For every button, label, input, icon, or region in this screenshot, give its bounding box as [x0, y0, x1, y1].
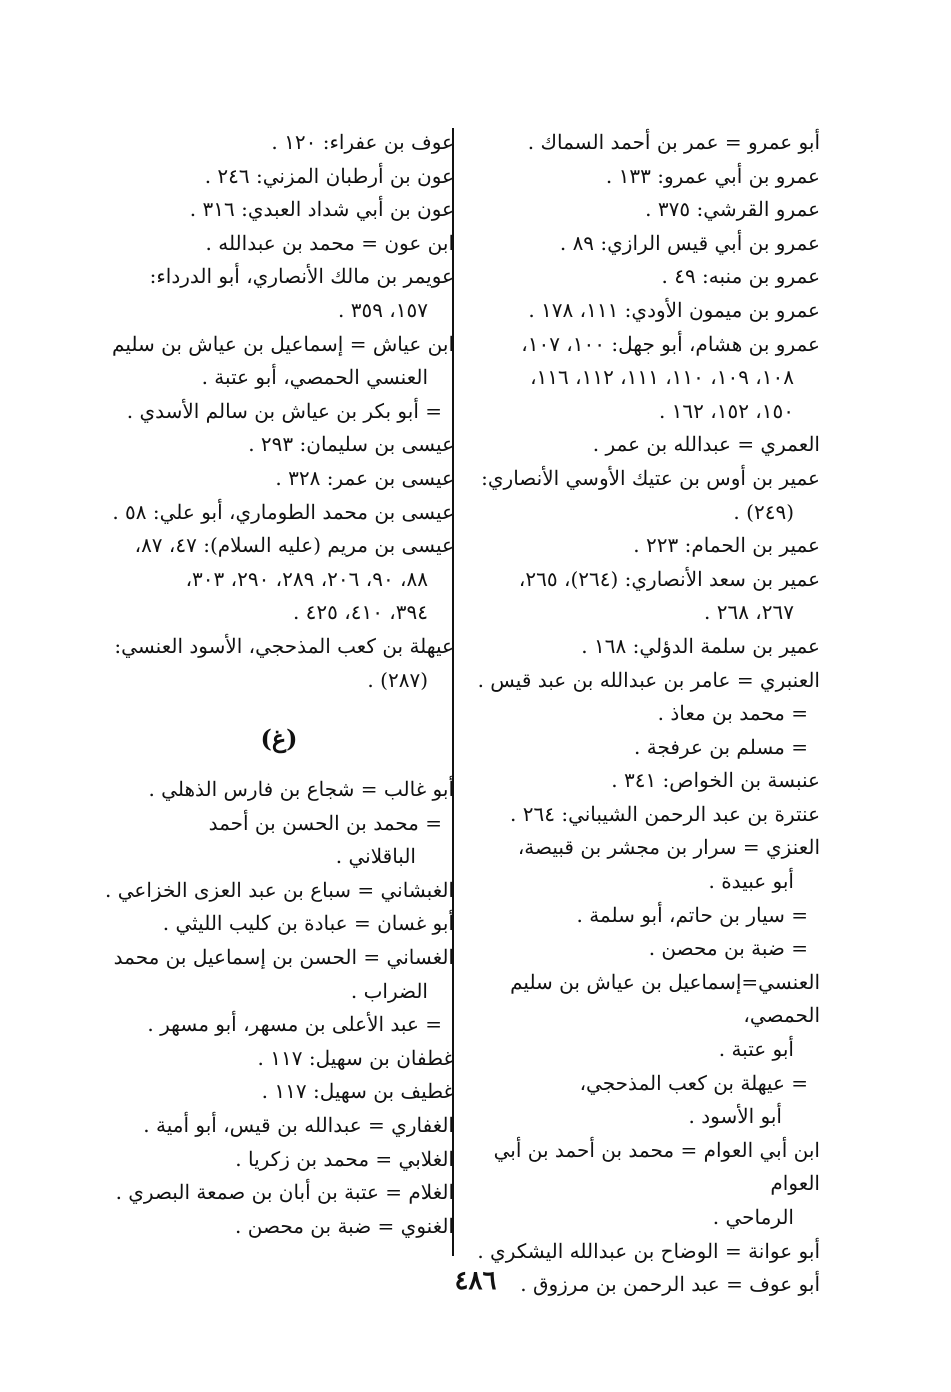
- index-entry: [466, 697, 820, 731]
- entry-text: عنبسة بن الخواص: ٣٤١ .: [611, 768, 820, 793]
- entry-continuation: الباقلاني .: [335, 844, 416, 869]
- index-entry: [84, 1143, 454, 1177]
- index-entry: [84, 1042, 454, 1076]
- index-entry: [84, 1210, 454, 1244]
- entry-continuation: أبو عبيدة .: [708, 869, 794, 894]
- page-number: ٤٨٦: [454, 1266, 497, 1296]
- entry-text: الغفاري = عبدالله بن قيس، أبو أمية .: [143, 1113, 454, 1138]
- entry-continuation: ١٥٠، ١٥٢، ١٦٢ .: [658, 398, 794, 423]
- entry-text: = أبو بكر بن عياش بن سالم الأسدي .: [126, 398, 442, 423]
- index-entry: [466, 260, 820, 294]
- entry-text: عون بن أرطبان المزني: ٢٤٦ .: [204, 163, 454, 188]
- left-column: [84, 126, 454, 1243]
- entry-text: عمرو بن أبي عمرو: ١٣٣ .: [605, 163, 820, 188]
- entry-continuation: ١٠٨، ١٠٩، ١١٠، ١١١، ١١٢، ١١٦،: [530, 365, 794, 390]
- entry-text: عمرو القرشي: ٣٧٥ .: [645, 197, 820, 222]
- entry-text: عيسى بن محمد الطوماري، أبو علي: ٥٨ .: [112, 499, 454, 524]
- index-entry: [84, 1109, 454, 1143]
- index-entry: [84, 874, 454, 908]
- index-entry: [466, 328, 820, 429]
- index-entry: [466, 630, 820, 664]
- entry-text: عمير بن سعد الأنصاري: (٢٦٤)، ٢٦٥،: [518, 566, 820, 591]
- index-entry: [466, 932, 820, 966]
- index-entry: [84, 126, 454, 160]
- entry-text: أبو عمرو = عمر بن أحمد السماك .: [527, 130, 820, 154]
- entry-continuation: ٣٩٤، ٤١٠، ٤٢٥ .: [292, 600, 428, 625]
- entry-text: الغساني = الحسن بن إسماعيل بن محمد: [113, 945, 454, 970]
- index-entry: [466, 126, 820, 160]
- entry-text: = ضبة بن محصن .: [648, 936, 808, 961]
- entry-text: عمير بن الحمام: ٢٢٣ .: [633, 533, 820, 558]
- entry-continuation: الرماحي .: [712, 1205, 794, 1229]
- entry-text: العمري = عبدالله بن عمر .: [592, 432, 820, 457]
- entry-text: = مسلم بن عرفجة .: [634, 734, 808, 759]
- entry-text: عمير بن سلمة الدؤلي: ١٦٨ .: [581, 633, 820, 658]
- index-entry: [466, 227, 820, 261]
- entry-continuation: (٢٨٧) .: [367, 667, 428, 692]
- index-entry: [466, 563, 820, 630]
- index-entry: [466, 462, 820, 529]
- index-entry: [84, 773, 454, 807]
- index-entry: [466, 731, 820, 765]
- index-entry: [84, 428, 454, 462]
- index-entry: [466, 831, 820, 898]
- index-entry: [84, 630, 454, 697]
- index-entry: [84, 496, 454, 530]
- entry-continuation: الضراب .: [350, 978, 428, 1003]
- entry-text: عنترة بن عبد الرحمن الشيباني: ٢٦٤ .: [510, 801, 820, 826]
- entry-continuation: (٢٤٩) .: [733, 499, 794, 524]
- left-column-top: [84, 126, 454, 697]
- index-entry: [84, 227, 454, 261]
- entry-text: = عبد الأعلى بن مسهر، أبو مسهر .: [147, 1012, 442, 1037]
- entry-text: العنزي = سرار بن مجشر بن قبيصة،: [517, 835, 820, 860]
- index-entry: [466, 966, 820, 1067]
- entry-text: غطيف بن سهيل: ١١٧ .: [261, 1079, 454, 1104]
- entry-text: عون بن أبي شداد العبدي: ٣١٦ .: [189, 197, 454, 222]
- index-entry: [466, 294, 820, 328]
- entry-continuation: ٨٨، ٩٠، ٢٠٦، ٢٨٩، ٢٩٠، ٣٠٣،: [185, 566, 428, 591]
- index-entry: [466, 529, 820, 563]
- index-entry: [84, 462, 454, 496]
- index-entry: [466, 899, 820, 933]
- index-entry: [84, 395, 454, 429]
- right-column: [466, 126, 820, 1302]
- entry-text: الغبشاني = سباع بن عبد العزى الخزاعي .: [105, 877, 454, 902]
- entry-text: عوف بن عفراء: ١٢٠ .: [271, 130, 454, 154]
- entry-text: عمرو بن هشام، أبو جهل: ١٠٠، ١٠٧،: [521, 331, 820, 356]
- entry-text: عمرو بن منبه: ٤٩ .: [661, 264, 820, 289]
- index-entry: [466, 193, 820, 227]
- entry-text: عيسى بن عمر: ٣٢٨ .: [275, 465, 454, 490]
- entry-text: غطفان بن سهيل: ١١٧ .: [257, 1045, 454, 1070]
- entry-text: أبو غالب = شجاع بن فارس الذهلي .: [148, 777, 454, 802]
- index-entry: [466, 428, 820, 462]
- entry-text: = عيهلة بن كعب المذحجي،: [579, 1070, 808, 1095]
- entry-text: ابن عون = محمد بن عبدالله .: [205, 230, 454, 255]
- entry-text: = محمد بن الحسن بن أحمد: [208, 810, 442, 835]
- index-entry: [84, 1075, 454, 1109]
- entry-text: ابن عياش = إسماعيل بن عياش بن سليم: [112, 331, 454, 356]
- index-entry: [84, 328, 454, 395]
- entry-text: الغلابي = محمد بن زكريا .: [235, 1146, 454, 1171]
- index-entry: [84, 193, 454, 227]
- entry-text: عيسى بن مريم (عليه السلام): ٤٧، ٨٧،: [134, 533, 454, 558]
- entry-text: = محمد بن معاذ .: [657, 701, 808, 726]
- entry-text: أبو عوف = عبد الرحمن بن مرزوق .: [520, 1272, 820, 1297]
- entry-text: عمير بن أوس بن عتيك الأوسي الأنصاري:: [481, 465, 820, 490]
- entry-text: عويمر بن مالك الأنصاري، أبو الدرداء:: [149, 264, 454, 289]
- index-entry: [84, 941, 454, 1008]
- index-entry: [466, 664, 820, 698]
- index-entry: [84, 1008, 454, 1042]
- entry-text: العنسي=إسماعيل بن عياش بن سليم الحمصي،: [510, 969, 820, 1028]
- left-column-bottom: [84, 773, 454, 1243]
- index-entry: [466, 1235, 820, 1269]
- entry-text: عمرو بن ميمون الأودي: ١١١، ١٧٨ .: [528, 297, 820, 322]
- index-entry: [84, 907, 454, 941]
- entry-text: ابن أبي العوام = محمد بن أحمد بن أبي العوام: [493, 1137, 820, 1196]
- entry-continuation: العنسي الحمصي، أبو عتبة .: [201, 365, 428, 390]
- entry-text: الغنوي = ضبة بن محصن .: [235, 1213, 454, 1238]
- index-entry: [84, 260, 454, 327]
- index-entry: [84, 160, 454, 194]
- entry-text: أبو غسان = عبادة بن كليب الليثي .: [162, 911, 454, 936]
- entry-text: الغلام = عتبة بن أبان بن صمعة البصري .: [115, 1180, 454, 1205]
- index-entry: [466, 798, 820, 832]
- entry-continuation: أبو عتبة .: [718, 1037, 794, 1062]
- section-letter-ghain: (غ): [260, 724, 298, 754]
- index-entry: [466, 1067, 820, 1134]
- entry-continuation: أبو الأسود .: [688, 1104, 782, 1129]
- entry-text: = سيار بن حاتم، أبو سلمة .: [576, 902, 808, 927]
- index-entry: [466, 160, 820, 194]
- index-entry: [466, 1134, 820, 1235]
- index-entry: [84, 1176, 454, 1210]
- index-entry: [466, 764, 820, 798]
- entry-text: عيسى بن سليمان: ٢٩٣ .: [248, 432, 454, 457]
- entry-text: عيهلة بن كعب المذحجي، الأسود العنسي:: [114, 633, 454, 658]
- index-entry: [84, 807, 454, 874]
- entry-text: أبو عوانة = الوضاح بن عبدالله اليشكري .: [477, 1238, 820, 1263]
- entry-text: العنبري = عامر بن عبدالله بن عبد قيس .: [477, 667, 820, 692]
- index-entry: [84, 529, 454, 630]
- entry-text: عمرو بن أبي قيس الرازي: ٨٩ .: [559, 230, 820, 255]
- entry-continuation: ١٥٧، ٣٥٩ .: [338, 297, 428, 322]
- entry-continuation: ٢٦٧، ٢٦٨ .: [704, 600, 794, 625]
